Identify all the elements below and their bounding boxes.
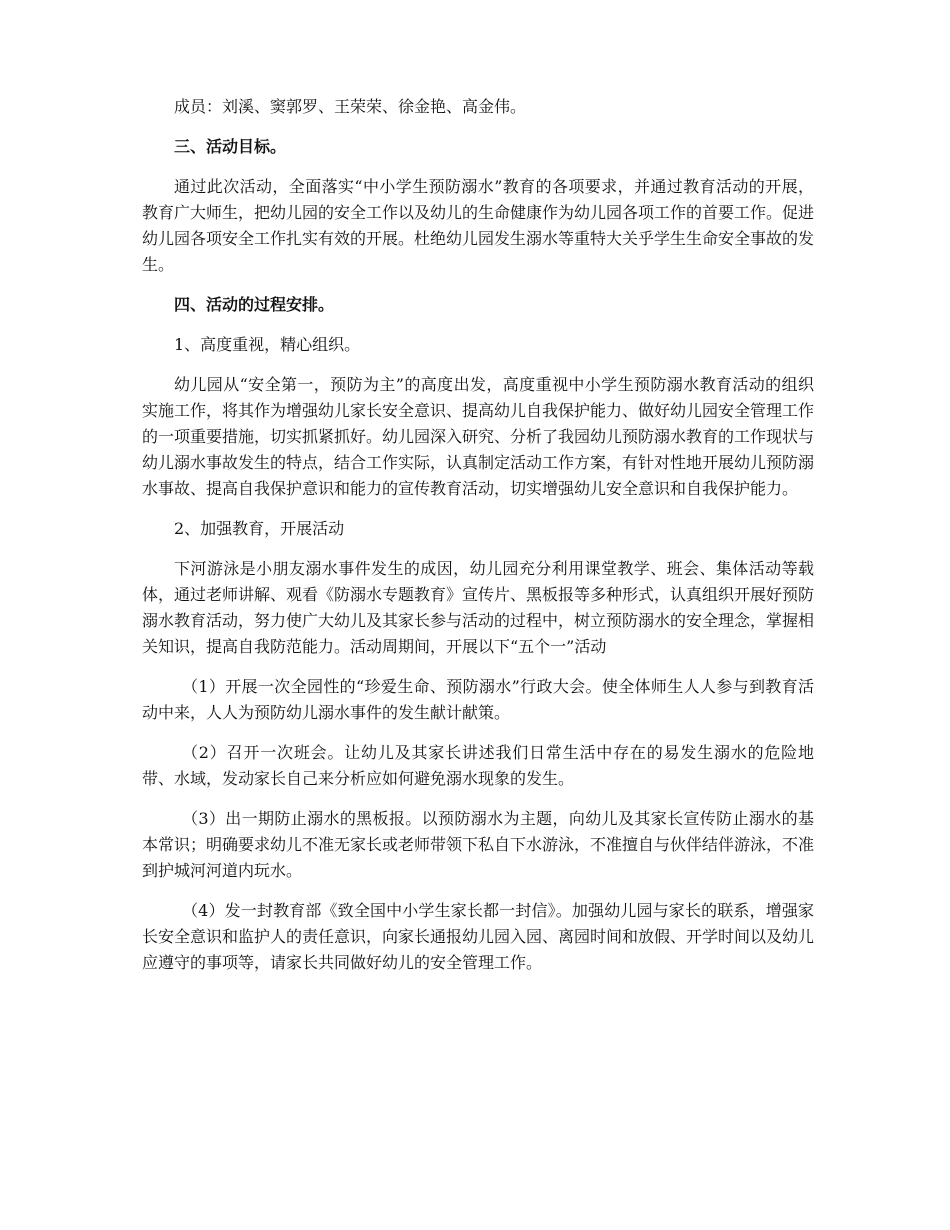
activity-item-1: （1）开展一次全园性的“珍爱生命、预防溺水”行政大会。使全体师生人人参与到教育活动中来，人人为预防幼儿溺水事件的发生献计献策。 xyxy=(142,677,814,722)
activity-item-2: （2）召开一次班会。让幼儿及其家长讲述我们日常生活中存在的易发生溺水的危险地带、水域，发动家长自己来分析应如何避免溺水现象的发生。 xyxy=(142,743,814,788)
subsection-2-body: 下河游泳是小朋友溺水事件发生的成因，幼儿园充分利用课堂教学、班会、集体活动等载体，通过老师讲解、观看《防溺水专题教育》宣传片、黑板报等多种形式，认真组织开展好预防溺水教育活动，努力使广大幼儿及其家长参与活动的过程中，树立预防溺水的安全理念，掌握相关知识，提高自我防范能力。活动周期间，开展以下“五个一”活动 xyxy=(142,559,815,656)
subsection-1-heading: 1、高度重视，精心组织。 xyxy=(174,335,361,354)
activity-item-4: （4）发一封教育部《致全国中小学生家长都一封信》。加强幼儿园与家长的联系，增强家长安全意识和监护人的责任意识，向家长通报幼儿园入园、离园时间和放假、开学时间以及幼儿应遵守的事项等，请家长共同做好幼儿的安全管理工作。 xyxy=(142,901,815,972)
members-line: 成员：刘溪、窦郭罗、王荣荣、徐金艳、高金伟。 xyxy=(174,97,527,116)
subsection-1-body: 幼儿园从“安全第一，预防为主”的高度出发，高度重视中小学生预防溺水教育活动的组织实施工作，将其作为增强幼儿家长安全意识、提高幼儿自我保护能力、做好幼儿园安全管理工作的一项重要措施，切实抓紧抓好。幼儿园深入研究、分析了我园幼儿预防溺水教育的工作现状与幼儿溺水事故发生的特点，结合工作实际，认真制定活动工作方案，有针对性地开展幼儿预防溺水事故、提高自我保护意识和能力的宣传教育活动，切实增强幼儿安全意识和自我保护能力。 xyxy=(142,375,815,498)
section-4-heading: 四、活动的过程安排。 xyxy=(174,295,335,314)
section-3-body: 通过此次活动，全面落实“中小学生预防溺水”教育的各项要求，并通过教育活动的开展，教育广大师生，把幼儿园的安全工作以及幼儿的生命健康作为幼儿园各项工作的首要工作。促进幼儿园各项安全工作扎实有效的开展。杜绝幼儿园发生溺水等重特大关乎学生生命安全事故的发生。 xyxy=(142,177,815,274)
document-page xyxy=(142,94,814,976)
subsection-2-heading: 2、加强教育，开展活动 xyxy=(174,519,345,538)
section-3-heading: 三、活动目标。 xyxy=(174,137,287,156)
activity-item-3: （3）出一期防止溺水的黑板报。以预防溺水为主题，向幼儿及其家长宣传防止溺水的基本常识；明确要求幼儿不准无家长或老师带领下私自下水游泳，不准擅自与伙伴结伴游泳，不准到护城河河道内玩水。 xyxy=(142,809,815,880)
